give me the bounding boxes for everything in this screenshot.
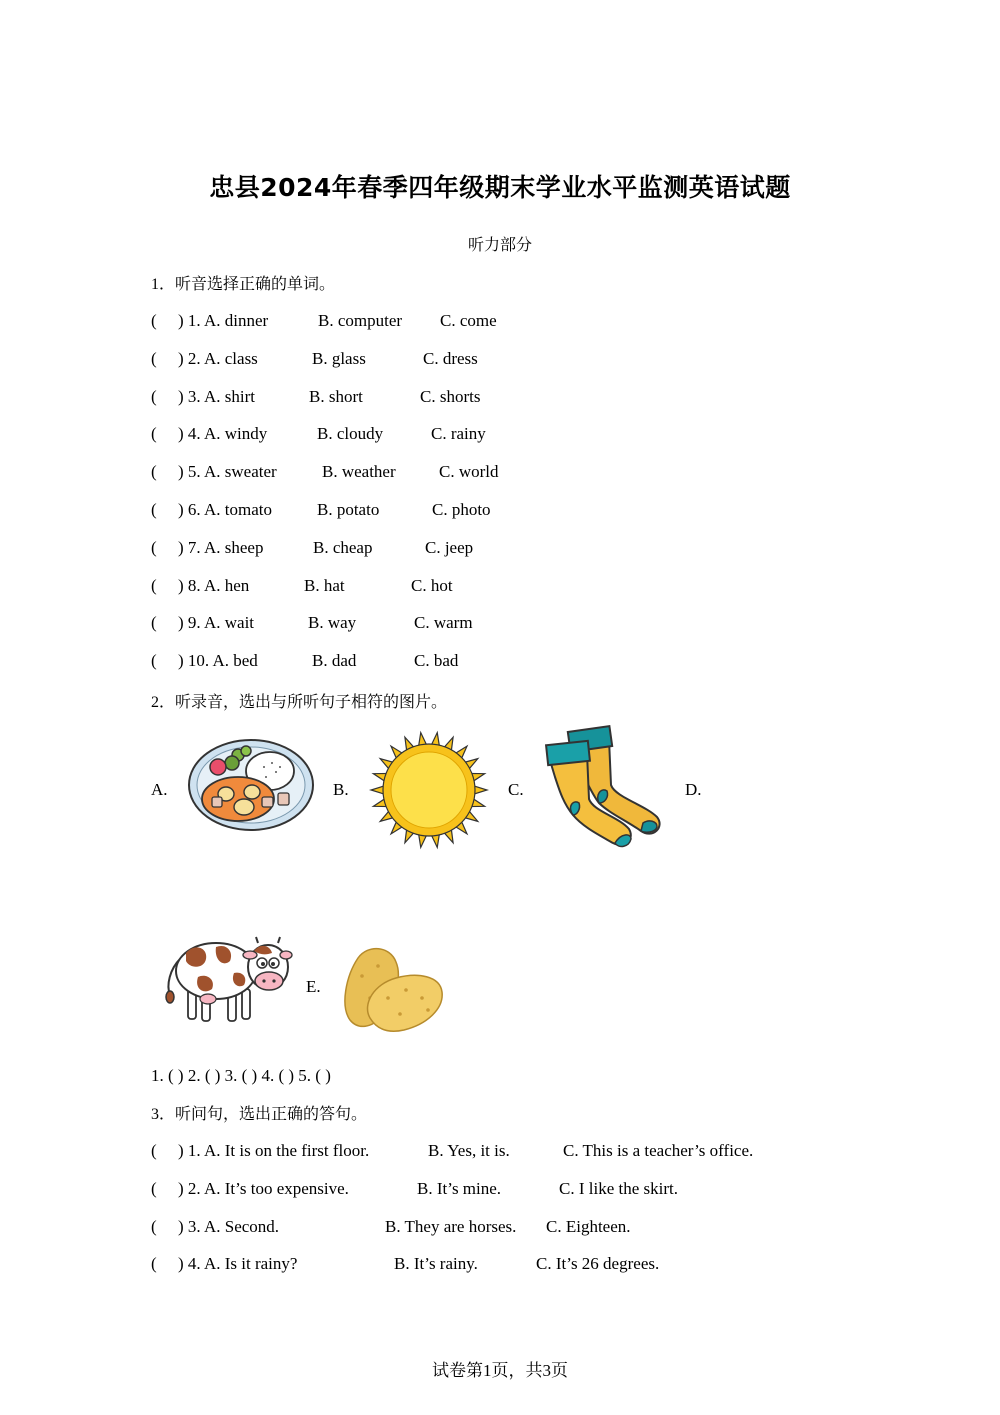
option-c: C. hot — [411, 576, 453, 595]
section1-heading-number: 1． — [151, 276, 176, 293]
picture-label-a: A. — [151, 780, 168, 799]
answer-paren: ( — [151, 651, 157, 670]
answer-paren: ( — [151, 1141, 157, 1160]
option-c: C. jeep — [425, 538, 474, 557]
option-b: B. Yes, it is. — [428, 1141, 510, 1160]
option-b: B. dad — [312, 651, 357, 670]
option-c: C. rainy — [431, 424, 486, 443]
option-b: B. cheap — [313, 538, 373, 557]
potatoes-icon — [340, 946, 444, 1034]
option-c: C. It’s 26 degrees. — [536, 1254, 660, 1273]
option-a: ) 9. A. wait — [178, 613, 255, 632]
page-footer: 试卷第1页，共3页 — [432, 1361, 568, 1380]
answer-paren: ( — [151, 1217, 157, 1236]
socks-icon — [545, 727, 665, 849]
answer-paren: ( — [151, 462, 157, 481]
picture-label-e: E. — [306, 977, 321, 996]
answer-paren: ( — [151, 349, 157, 368]
option-b: B. way — [308, 613, 357, 632]
option-c: C. I like the skirt. — [559, 1179, 678, 1198]
answer-paren: ( — [151, 613, 157, 632]
answer-paren: ( — [151, 311, 157, 330]
option-a: ) 6. A. tomato — [178, 500, 272, 519]
option-b: B. cloudy — [317, 424, 384, 443]
picture-label-c: C. — [508, 780, 524, 799]
section3-heading-number: 3． — [151, 1106, 176, 1123]
option-c: C. photo — [432, 500, 491, 519]
sun-icon — [368, 733, 490, 847]
option-c: C. warm — [414, 613, 473, 632]
option-c: C. This is a teacher’s office. — [563, 1141, 754, 1160]
picture-label-d: D. — [685, 780, 702, 799]
option-b: B. potato — [317, 500, 380, 519]
section-title-listening: 听力部分 — [467, 235, 532, 254]
option-b: B. It’s mine. — [417, 1179, 502, 1198]
cow-icon — [164, 933, 292, 1025]
page-title: 忠县2024年春季四年级期末学业水平监测英语试题 — [209, 173, 791, 202]
option-a: ) 3. A. shirt — [178, 387, 255, 406]
food-plate-icon — [186, 737, 316, 833]
option-b: B. short — [309, 387, 363, 406]
option-b: B. weather — [322, 462, 396, 481]
answer-paren: ( — [151, 500, 157, 519]
answer-paren: ( — [151, 1254, 157, 1273]
option-b: B. glass — [312, 349, 366, 368]
option-a: ) 2. A. class — [178, 349, 258, 368]
section1-heading — [151, 271, 335, 294]
answer-paren: ( — [151, 1179, 157, 1198]
option-a: ) 7. A. sheep — [178, 538, 264, 557]
section1-heading-text: 听音选择正确的单词。 — [175, 274, 336, 293]
option-a: ) 4. A. Is it rainy? — [178, 1254, 298, 1273]
answer-paren: ( — [151, 387, 157, 406]
option-c: C. dress — [423, 349, 478, 368]
section2-heading-number: 2． — [151, 694, 176, 711]
section3-heading — [151, 1101, 367, 1124]
option-c: C. shorts — [420, 387, 481, 406]
answer-line: 1. ( ) 2. ( ) 3. ( ) 4. ( ) 5. ( ) — [151, 1066, 331, 1085]
option-a: ) 3. A. Second. — [178, 1217, 280, 1236]
option-b: B. It’s rainy. — [394, 1254, 478, 1273]
section2-heading-text: 听录音，选出与所听句子相符的图片。 — [175, 692, 448, 711]
option-b: B. hat — [304, 576, 345, 595]
option-a: ) 1. A. It is on the first floor. — [178, 1141, 370, 1160]
picture-label-b: B. — [333, 780, 349, 799]
option-a: ) 10. A. bed — [178, 651, 258, 670]
section3-heading-text: 听问句，选出正确的答句。 — [175, 1104, 368, 1123]
section2-heading — [151, 689, 447, 712]
option-c: C. bad — [414, 651, 459, 670]
answer-paren: ( — [151, 424, 157, 443]
answer-paren: ( — [151, 538, 157, 557]
option-a: ) 8. A. hen — [178, 576, 250, 595]
answer-paren: ( — [151, 576, 157, 595]
option-c: C. world — [439, 462, 499, 481]
option-a: ) 2. A. It’s too expensive. — [178, 1179, 349, 1198]
option-a: ) 4. A. windy — [178, 424, 268, 443]
option-c: C. come — [440, 311, 497, 330]
option-a: ) 1. A. dinner — [178, 311, 269, 330]
option-b: B. They are horses. — [385, 1217, 517, 1236]
option-a: ) 5. A. sweater — [178, 462, 277, 481]
option-b: B. computer — [318, 311, 403, 330]
option-c: C. Eighteen. — [546, 1217, 631, 1236]
